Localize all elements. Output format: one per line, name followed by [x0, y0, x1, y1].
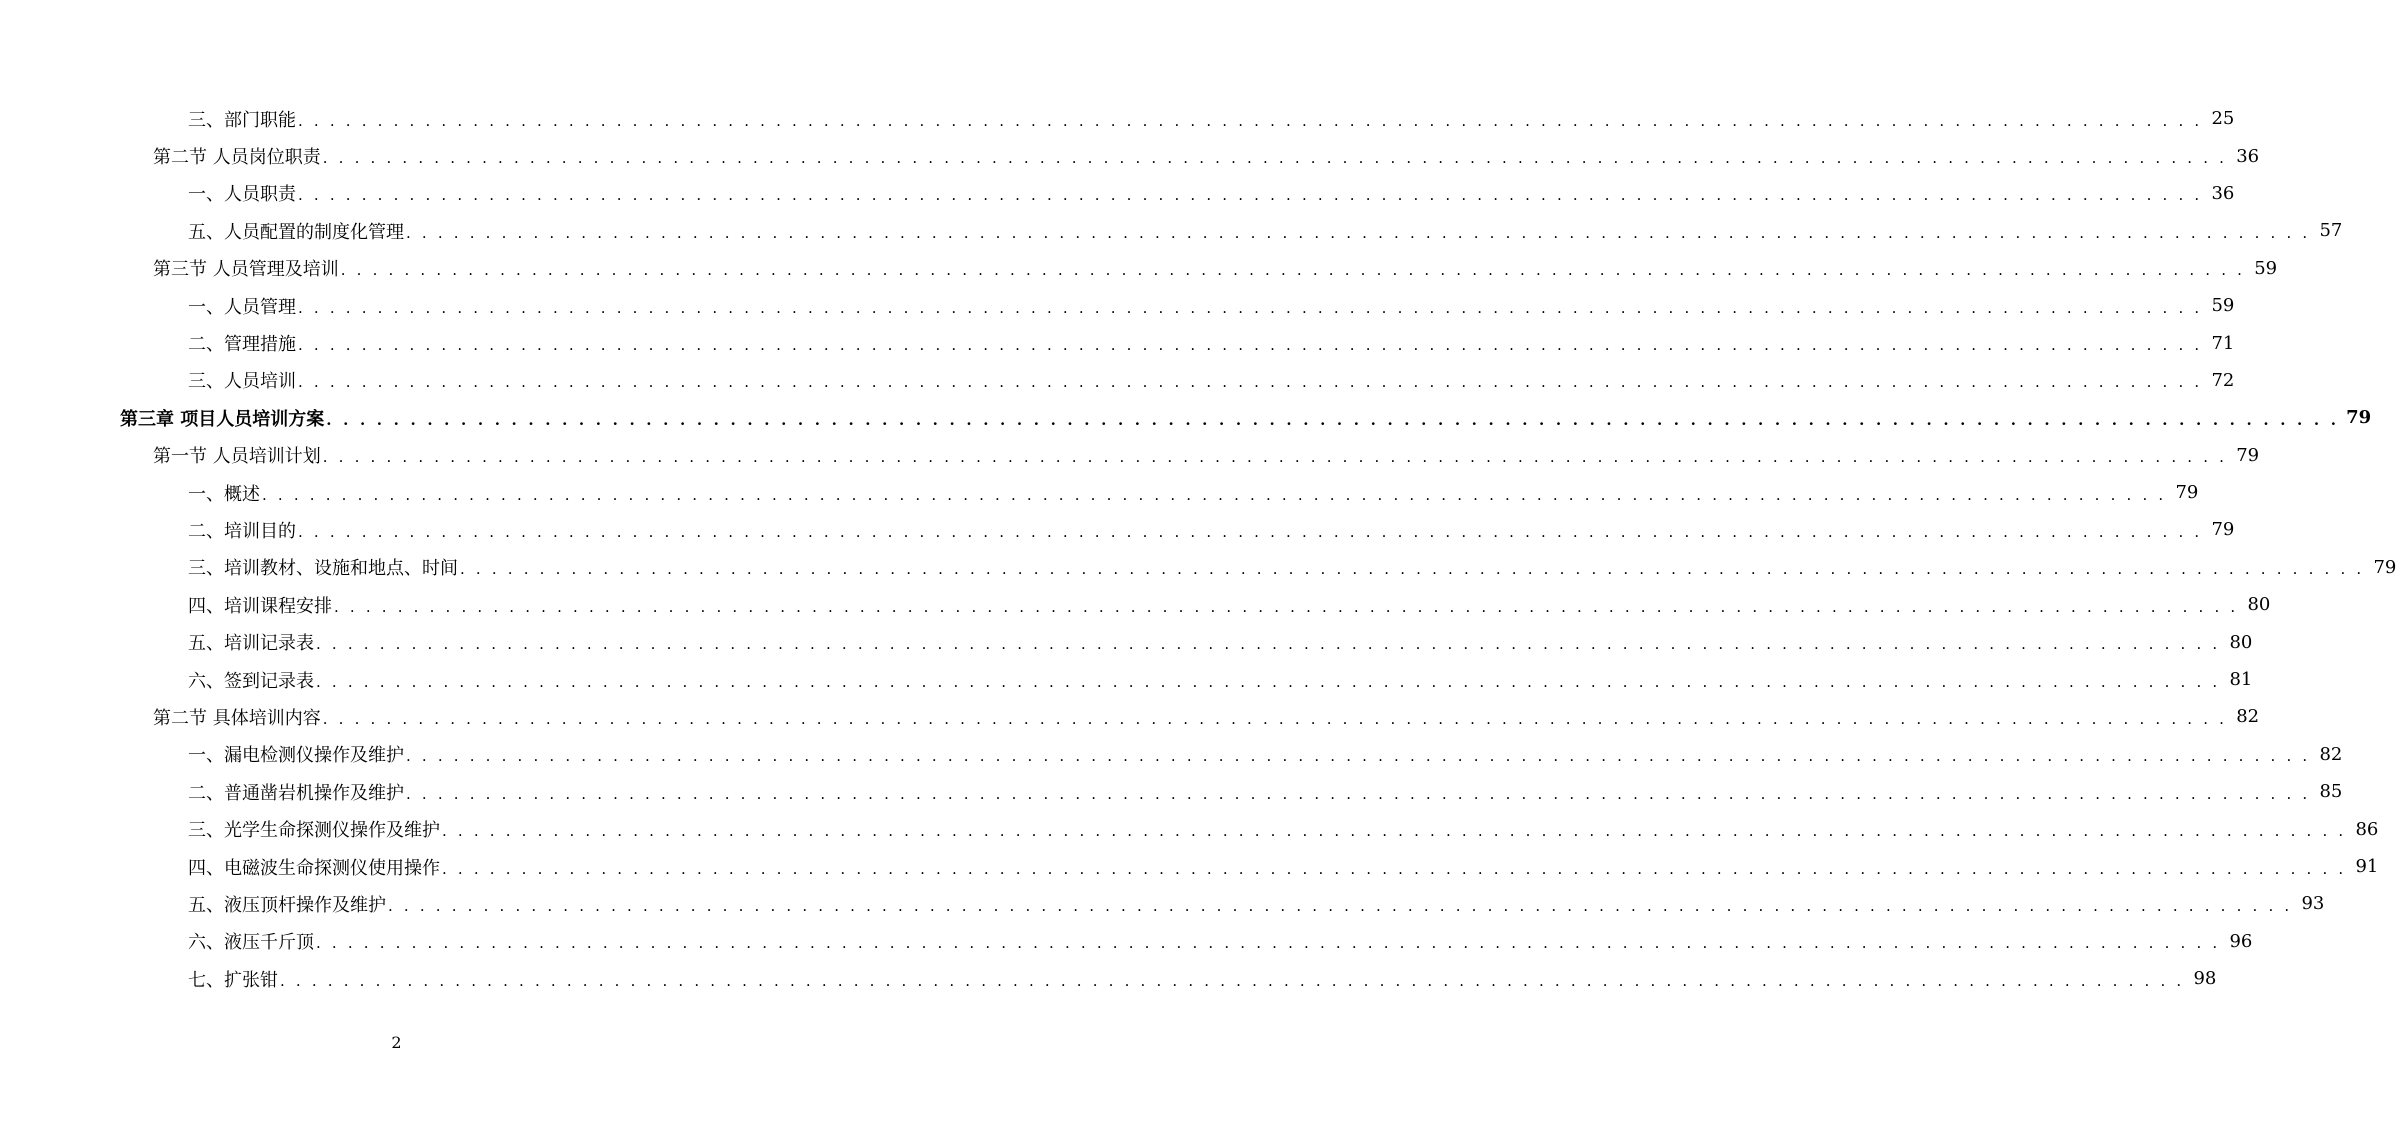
toc-entry-page: 82 [2236, 706, 2260, 728]
toc-entry[interactable] [0, 810, 2379, 847]
toc-entry-page: 79 [2175, 482, 2199, 504]
toc-entry-page: 36 [2236, 145, 2260, 167]
toc-entry[interactable] [0, 661, 2253, 698]
toc-dot-leader: . . . . . . . . . . . . . . . . . . . . . . . . . . . . . . . . . . . . . . . . . . . . . . . . . . . . . . . . . . . . . . . . . . . . . . . . . . . . . . . . . . . . . . . . . . . . . . . . . . . . . . . . . . . . . . . . . . . . . . . . [322, 149, 2228, 168]
toc-entry[interactable] [0, 698, 2260, 735]
toc-dot-leader: . . . . . . . . . . . . . . . . . . . . . . . . . . . . . . . . . . . . . . . . . . . . . . . . . . . . . . . . . . . . . . . . . . . . . . . . . . . . . . . . . . . . . . . . . . . . . . . . . . . . . . . . . . . . . . . . . . . . . . . . [326, 410, 2340, 429]
toc-entry-title: 五、液压顶杆操作及维护 [188, 891, 388, 917]
toc-entry[interactable] [0, 623, 2253, 660]
toc-entry[interactable] [0, 362, 2235, 399]
toc-dot-leader: . . . . . . . . . . . . . . . . . . . . . . . . . . . . . . . . . . . . . . . . . . . . . . . . . . . . . . . . . . . . . . . . . . . . . . . . . . . . . . . . . . . . . . . . . . . . . . . . . . . . . . . . . . . . . . . . . . . . . . . . [298, 373, 2203, 392]
toc-entry-page: 80 [2247, 594, 2271, 616]
toc-dot-leader: . . . . . . . . . . . . . . . . . . . . . . . . . . . . . . . . . . . . . . . . . . . . . . . . . . . . . . . . . . . . . . . . . . . . . . . . . . . . . . . . . . . . . . . . . . . . . . . . . . . . . . . . . . . . . . . . . . . . . . . . [298, 522, 2203, 541]
toc-entry-title: 五、人员配置的制度化管理 [188, 218, 406, 244]
toc-entry-page: 59 [2211, 295, 2235, 317]
toc-entry[interactable] [0, 287, 2235, 324]
page-number: 2 [391, 1033, 402, 1052]
table-of-contents [0, 100, 2396, 997]
toc-entry-title: 一、漏电检测仪操作及维护 [188, 741, 406, 767]
toc-entry-page: 81 [2229, 669, 2253, 691]
toc-entry-title: 三、人员培训 [188, 367, 298, 393]
toc-entry-title: 二、培训目的 [188, 517, 298, 543]
toc-dot-leader: . . . . . . . . . . . . . . . . . . . . . . . . . . . . . . . . . . . . . . . . . . . . . . . . . . . . . . . . . . . . . . . . . . . . . . . . . . . . . . . . . . . . . . . . . . . . . . . . . . . . . . . . . . . . . . . . . . . . . . . . [298, 186, 2203, 205]
toc-entry-title: 四、培训课程安排 [188, 592, 334, 618]
toc-entry-title: 第一节 人员培训计划 [153, 442, 323, 468]
toc-entry-page: 93 [2301, 893, 2325, 915]
toc-entry-title: 二、普通凿岩机操作及维护 [188, 779, 406, 805]
toc-entry[interactable] [0, 511, 2235, 548]
toc-dot-leader: . . . . . . . . . . . . . . . . . . . . . . . . . . . . . . . . . . . . . . . . . . . . . . . . . . . . . . . . . . . . . . . . . . . . . . . . . . . . . . . . . . . . . . . . . . . . . . . . . . . . . . . . . . . . . . . . . . . . . . . . [298, 111, 2203, 130]
toc-dot-leader: . . . . . . . . . . . . . . . . . . . . . . . . . . . . . . . . . . . . . . . . . . . . . . . . . . . . . . . . . . . . . . . . . . . . . . . . . . . . . . . . . . . . . . . . . . . . . . . . . . . . . . . . . . . . . . . . . . . . . . . . [442, 859, 2347, 878]
toc-entry[interactable] [0, 399, 2372, 436]
toc-dot-leader: . . . . . . . . . . . . . . . . . . . . . . . . . . . . . . . . . . . . . . . . . . . . . . . . . . . . . . . . . . . . . . . . . . . . . . . . . . . . . . . . . . . . . . . . . . . . . . . . . . . . . . . . . . . . . . . . . . . . . . . . [334, 597, 2239, 616]
toc-entry[interactable] [0, 848, 2379, 885]
toc-entry-title: 四、电磁波生命探测仪使用操作 [188, 854, 442, 880]
toc-dot-leader: . . . . . . . . . . . . . . . . . . . . . . . . . . . . . . . . . . . . . . . . . . . . . . . . . . . . . . . . . . . . . . . . . . . . . . . . . . . . . . . . . . . . . . . . . . . . . . . . . . . . . . . . . . . . . . . . . . . . . . . . [316, 934, 2221, 953]
toc-entry[interactable] [0, 250, 2278, 287]
toc-entry-page: 79 [2236, 444, 2260, 466]
toc-entry-page: 71 [2211, 332, 2235, 354]
toc-dot-leader: . . . . . . . . . . . . . . . . . . . . . . . . . . . . . . . . . . . . . . . . . . . . . . . . . . . . . . . . . . . . . . . . . . . . . . . . . . . . . . . . . . . . . . . . . . . . . . . . . . . . . . . . . . . . . . . . . . . . . . . . [316, 635, 2221, 654]
toc-dot-leader: . . . . . . . . . . . . . . . . . . . . . . . . . . . . . . . . . . . . . . . . . . . . . . . . . . . . . . . . . . . . . . . . . . . . . . . . . . . . . . . . . . . . . . . . . . . . . . . . . . . . . . . . . . . . . . . . . . . . . . . . [388, 896, 2293, 915]
toc-entry-page: 91 [2355, 856, 2379, 877]
toc-dot-leader: . . . . . . . . . . . . . . . . . . . . . . . . . . . . . . . . . . . . . . . . . . . . . . . . . . . . . . . . . . . . . . . . . . . . . . . . . . . . . . . . . . . . . . . . . . . . . . . . . . . . . . . . . . . . . . . . . . . . . . . . [322, 709, 2228, 728]
toc-entry[interactable] [0, 586, 2271, 623]
toc-entry[interactable] [0, 773, 2343, 810]
toc-dot-leader: . . . . . . . . . . . . . . . . . . . . . . . . . . . . . . . . . . . . . . . . . . . . . . . . . . . . . . . . . . . . . . . . . . . . . . . . . . . . . . . . . . . . . . . . . . . . . . . . . . . . . . . . . . . . . . . . . . . . . . . . [322, 448, 2228, 467]
toc-entry-page: 80 [2229, 631, 2253, 653]
toc-entry-title: 六、液压千斤顶 [188, 928, 316, 954]
toc-entry-title: 二、管理措施 [188, 330, 298, 356]
toc-entry[interactable] [0, 736, 2343, 773]
toc-entry-title: 三、光学生命探测仪操作及维护 [188, 816, 442, 842]
toc-entry[interactable] [0, 549, 2396, 586]
toc-entry[interactable] [0, 137, 2260, 174]
toc-dot-leader: . . . . . . . . . . . . . . . . . . . . . . . . . . . . . . . . . . . . . . . . . . . . . . . . . . . . . . . . . . . . . . . . . . . . . . . . . . . . . . . . . . . . . . . . . . . . . . . . . . . . . . . . . . . . . . . . . . . . . . . . [442, 822, 2347, 841]
toc-entry[interactable] [0, 175, 2235, 212]
toc-dot-leader: . . . . . . . . . . . . . . . . . . . . . . . . . . . . . . . . . . . . . . . . . . . . . . . . . . . . . . . . . . . . . . . . . . . . . . . . . . . . . . . . . . . . . . . . . . . . . . . . . . . . . . . . . . . . . . . . . . . . . . . . [406, 784, 2311, 803]
toc-entry[interactable] [0, 100, 2235, 137]
toc-entry-title: 第三节 人员管理及培训 [153, 255, 341, 281]
toc-entry[interactable] [0, 212, 2343, 249]
toc-entry-page: 57 [2319, 220, 2343, 242]
toc-entry-page: 79 [2211, 519, 2235, 541]
toc-entry-title: 三、部门职能 [188, 106, 298, 132]
toc-entry-page: 36 [2211, 182, 2235, 204]
toc-entry-page: 79 [2346, 407, 2372, 429]
toc-entry-title: 第二节 具体培训内容 [153, 704, 323, 730]
toc-dot-leader: . . . . . . . . . . . . . . . . . . . . . . . . . . . . . . . . . . . . . . . . . . . . . . . . . . . . . . . . . . . . . . . . . . . . . . . . . . . . . . . . . . . . . . . . . . . . . . . . . . . . . . . . . . . . . . . . . . . . . . . . [280, 971, 2185, 990]
toc-entry-page: 98 [2193, 968, 2217, 990]
toc-entry-page: 79 [2373, 556, 2396, 578]
toc-entry-title: 第二节 人员岗位职责 [153, 143, 323, 169]
toc-dot-leader: . . . . . . . . . . . . . . . . . . . . . . . . . . . . . . . . . . . . . . . . . . . . . . . . . . . . . . . . . . . . . . . . . . . . . . . . . . . . . . . . . . . . . . . . . . . . . . . . . . . . . . . . . . . . . . . . . . . . . . . . [298, 298, 2203, 317]
toc-dot-leader: . . . . . . . . . . . . . . . . . . . . . . . . . . . . . . . . . . . . . . . . . . . . . . . . . . . . . . . . . . . . . . . . . . . . . . . . . . . . . . . . . . . . . . . . . . . . . . . . . . . . . . . . . . . . . . . . . . . . . . . . [406, 223, 2311, 242]
toc-entry[interactable] [0, 324, 2235, 361]
toc-entry-title: 一、人员职责 [188, 180, 298, 206]
toc-dot-leader: . . . . . . . . . . . . . . . . . . . . . . . . . . . . . . . . . . . . . . . . . . . . . . . . . . . . . . . . . . . . . . . . . . . . . . . . . . . . . . . . . . . . . . . . . . . . . . . . . . . . . . . . . . . . . . . . . . . . . . . . [406, 747, 2311, 766]
toc-entry[interactable] [0, 923, 2253, 960]
toc-entry-page: 59 [2254, 257, 2278, 279]
toc-entry[interactable] [0, 960, 2217, 997]
toc-entry-title: 六、签到记录表 [188, 667, 316, 693]
toc-dot-leader: . . . . . . . . . . . . . . . . . . . . . . . . . . . . . . . . . . . . . . . . . . . . . . . . . . . . . . . . . . . . . . . . . . . . . . . . . . . . . . . . . . . . . . . . . . . . . . . . . . . . . . . . . . . . . . . . . . . . . . . . [316, 672, 2221, 691]
toc-entry[interactable] [0, 474, 2199, 511]
toc-entry-title: 第三章 项目人员培训方案 [120, 405, 326, 431]
toc-entry-page: 96 [2229, 930, 2253, 952]
toc-entry[interactable] [0, 885, 2325, 922]
toc-entry-title: 一、人员管理 [188, 293, 298, 319]
toc-entry-page: 25 [2211, 108, 2235, 130]
toc-entry-page: 82 [2319, 743, 2343, 765]
toc-entry-page: 85 [2319, 781, 2343, 803]
toc-dot-leader: . . . . . . . . . . . . . . . . . . . . . . . . . . . . . . . . . . . . . . . . . . . . . . . . . . . . . . . . . . . . . . . . . . . . . . . . . . . . . . . . . . . . . . . . . . . . . . . . . . . . . . . . . . . . . . . . . . . . . . . . [262, 485, 2167, 504]
toc-entry-title: 七、扩张钳 [188, 966, 280, 992]
toc-dot-leader: . . . . . . . . . . . . . . . . . . . . . . . . . . . . . . . . . . . . . . . . . . . . . . . . . . . . . . . . . . . . . . . . . . . . . . . . . . . . . . . . . . . . . . . . . . . . . . . . . . . . . . . . . . . . . . . . . . . . . . . . [460, 560, 2365, 579]
toc-entry[interactable] [0, 437, 2260, 474]
toc-dot-leader: . . . . . . . . . . . . . . . . . . . . . . . . . . . . . . . . . . . . . . . . . . . . . . . . . . . . . . . . . . . . . . . . . . . . . . . . . . . . . . . . . . . . . . . . . . . . . . . . . . . . . . . . . . . . . . . . . . . . . . . . [340, 261, 2246, 280]
toc-entry-title: 五、培训记录表 [188, 629, 316, 655]
toc-entry-title: 一、概述 [188, 480, 262, 506]
toc-entry-page: 86 [2355, 818, 2379, 840]
toc-dot-leader: . . . . . . . . . . . . . . . . . . . . . . . . . . . . . . . . . . . . . . . . . . . . . . . . . . . . . . . . . . . . . . . . . . . . . . . . . . . . . . . . . . . . . . . . . . . . . . . . . . . . . . . . . . . . . . . . . . . . . . . . [298, 336, 2203, 355]
toc-entry-page: 72 [2211, 369, 2235, 391]
toc-entry-title: 三、培训教材、设施和地点、时间 [188, 554, 460, 580]
